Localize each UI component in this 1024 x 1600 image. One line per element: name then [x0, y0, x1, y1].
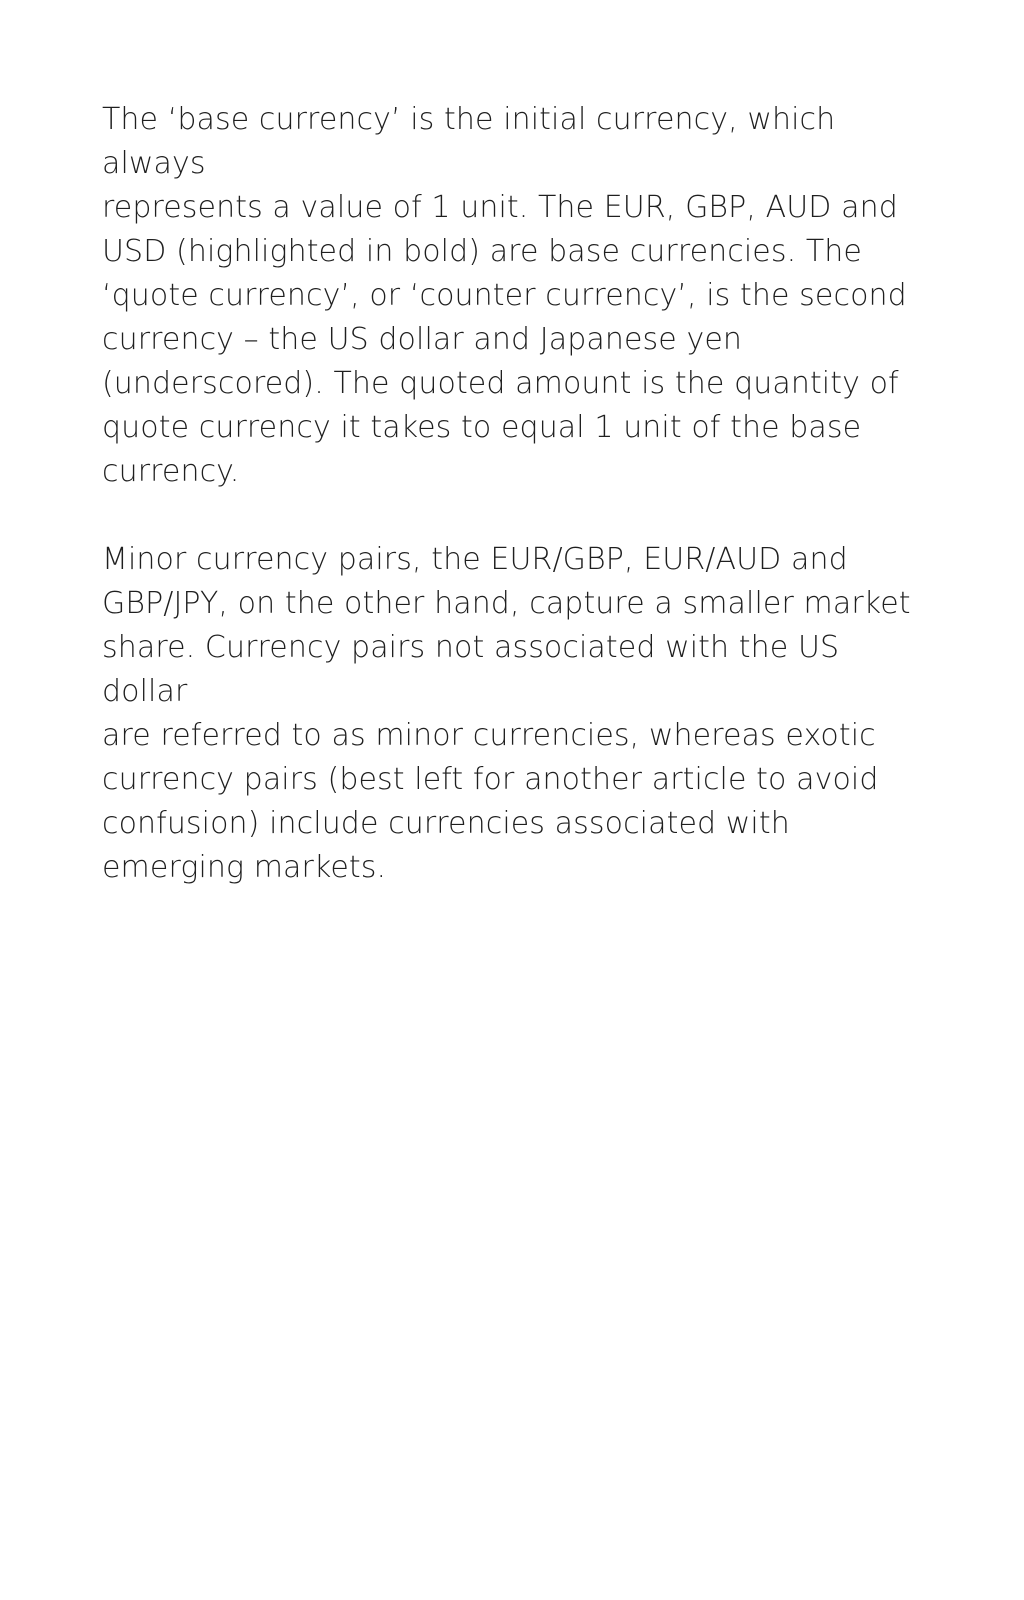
paragraph-base-currency: The ‘base currency’ is the initial currency, which always represents a value of 1 unit. The EUR, GBP, AUD and USD (highlighted in bold) are base currencies. The ‘quote currency’, or ‘counter currency’, is the second currency – the US dollar and Japanese yen (underscored). The quoted amount is the quantity of quote currency it takes to equal 1 unit of the base currency.	[102, 102, 907, 489]
paragraph-minor-currency-pairs: Minor currency pairs, the EUR/GBP, EUR/AUD and GBP/JPY, on the other hand, capture a smaller market share. Currency pairs not associated with the US dollar are referred to as minor currencies, whereas exotic currency pairs (best left for another article to avoid confusion) include currencies associated with emerging markets.	[102, 542, 911, 885]
article-body	[102, 98, 922, 890]
